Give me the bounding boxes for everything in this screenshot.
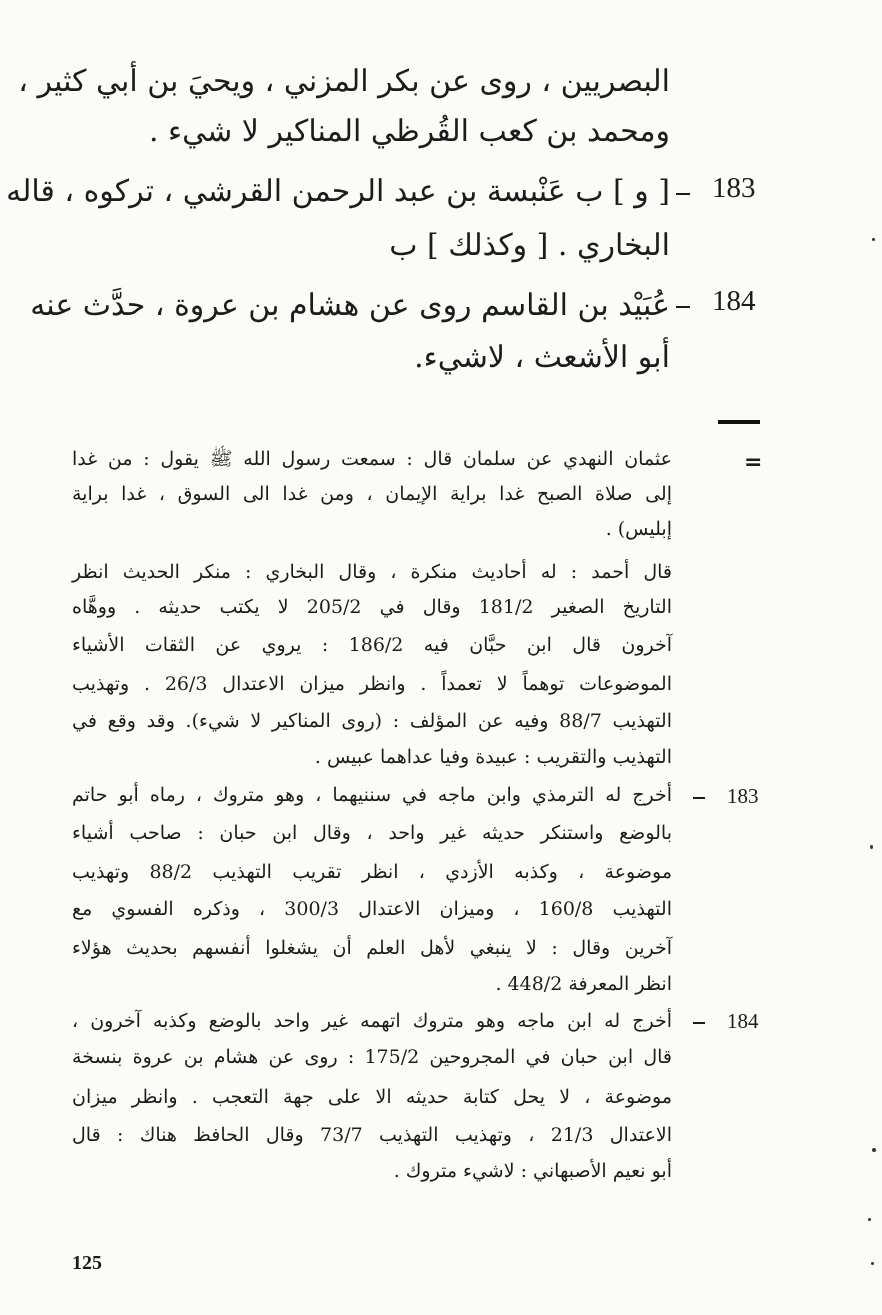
entry-184-line-1: عُبَيْد بن القاسم روى عن هشام بن عروة ، حدَّث عنه [30,288,670,323]
scan-speck [872,1148,876,1152]
footnote-separator [718,420,760,424]
footnote-dash [693,1022,705,1024]
footnote-cont-line-4: قال أحمد : له أحاديث منكرة ، وقال البخاري : منكر الحديث انظر [72,561,672,583]
footnote-184-line-4: الاعتدال 21/3 ، وتهذيب التهذيب 73/7 وقال الحافظ هناك : قال [72,1124,672,1146]
footnote-cont-line-6: آخرون قال ابن حبَّان فيه 186/2 : يروي عن الثقات الأشياء [72,634,672,656]
footnote-cont-line-2: إلى صلاة الصبح غدا براية الإيمان ، ومن غدا الى السوق ، غدا براية [72,483,672,505]
entry-number-184: 184 [712,285,756,317]
footnote-184-line-3: موضوعة ، لا يحل كتابة حديثه الا على جهة التعجب . وانظر ميزان [72,1086,672,1108]
footnote-183-line-5: آخرين وقال : لا ينبغي لأهل العلم أن يشغلوا أنفسهم بحديث هؤلاء [72,937,672,959]
footnote-183-line-6: انظر المعرفة 448/2 . [495,973,672,995]
entry-dash [676,193,690,195]
continuation-mark: = [744,450,763,475]
entry-183-line-1: [ و ] ب عَنْبسة بن عبد الرحمن القرشي ، تركوه ، قاله [6,174,670,209]
footnote-184-line-1: أخرج له ابن ماجه وهو متروك اتهمه غير واحد بالوضع وكذبه آخرون ، [72,1010,672,1032]
footnote-184-line-5: أبو نعيم الأصبهاني : لاشيء متروك . [393,1160,672,1182]
footnote-183-line-2: بالوضع واستنكر حديثه غير واحد ، وقال ابن حبان : صاحب أشياء [72,822,672,844]
footnote-number-184: 184 [727,1009,759,1033]
footnote-cont-line-9: التهذيب والتقريب : عبيدة وفيا عداهما عبيس . [314,746,672,768]
footnote-184-line-2: قال ابن حبان في المجروحين 175/2 : روى عن هشام بن عروة بنسخة [72,1046,672,1068]
scan-speck [870,845,873,849]
footnote-183-line-3: موضوعة ، وكذبه الأزدي ، انظر تقريب التهذيب 88/2 وتهذيب [72,861,672,883]
footnote-183-line-1: أخرج له الترمذي وابن ماجه في سننيهما ، وهو متروك ، رماه أبو حاتم [72,784,672,806]
page-number: 125 [72,1252,102,1274]
footnote-cont-line-5: التاريخ الصغير 181/2 وقال في 205/2 لا يكتب حديثه . ووهَّاه [72,596,672,618]
scan-speck [871,1262,874,1265]
scan-speck [872,238,875,241]
footnote-number-183: 183 [727,784,759,808]
scan-speck [868,1218,871,1221]
main-intro-line-2: ومحمد بن كعب القُرظي المناكير لا شيء . [148,114,670,149]
footnote-cont-line-3: إبليس) . [605,518,672,540]
entry-183-line-2: البخاري . [ وكذلك ] ب [389,228,670,263]
footnote-183-line-4: التهذيب 160/8 ، وميزان الاعتدال 300/3 ، وذكره الفسوي مع [72,898,672,920]
footnote-dash [693,797,705,799]
main-intro-line-1: البصريين ، روى عن بكر المزني ، ويحيَ بن أبي كثير ، [18,64,670,99]
footnote-cont-line-7: الموضوعات توهماً لا تعمداً . وانظر ميزان الاعتدال 26/3 . وتهذيب [72,673,672,695]
entry-184-line-2: أبو الأشعث ، لاشيء. [414,340,670,375]
entry-number-183: 183 [712,172,756,204]
footnote-cont-line-1: عثمان النهدي عن سلمان قال : سمعت رسول الله ﷺ يقول : من غدا [72,448,672,470]
entry-dash [676,306,690,308]
footnote-cont-line-8: التهذيب 88/7 وفيه عن المؤلف : (روى المناكير لا شيء). وقد وقع في [72,710,672,732]
